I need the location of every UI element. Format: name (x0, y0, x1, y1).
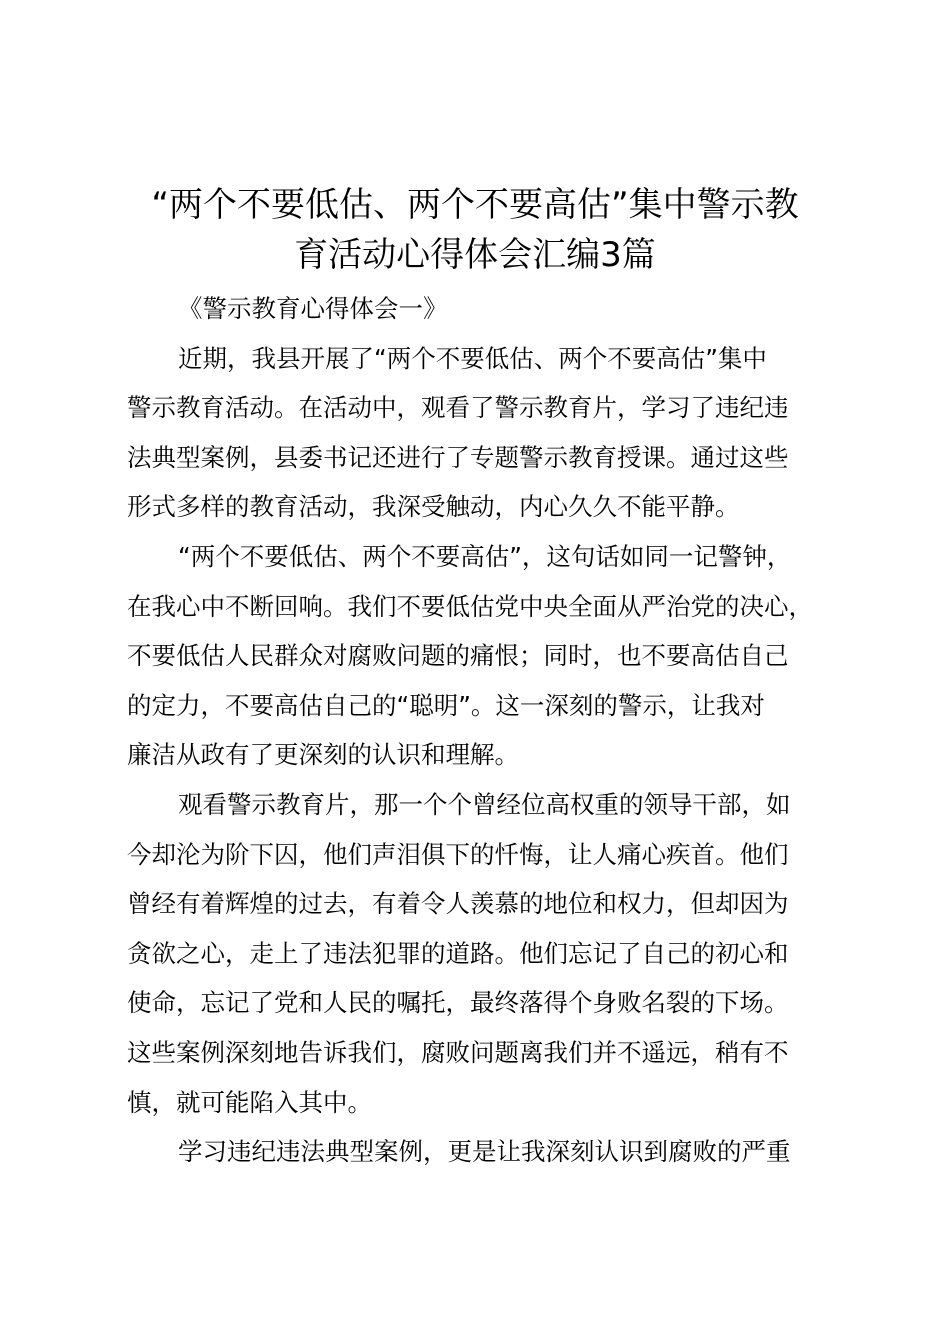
paragraph-1-line-4: 形式多样的教育活动，我深受触动，内心久久不能平静。 (127, 492, 740, 522)
paragraph-4-line-1: 学习违纪违法典型案例，更是让我深刻认识到腐败的严重 (178, 1137, 791, 1167)
paragraph-3-line-3: 曾经有着辉煌的过去，有着令人羡慕的地位和权力，但却因为 (127, 889, 789, 919)
paragraph-2-line-4: 的定力，不要高估自己的“聪明”。这一深刻的警示，让我对 (127, 690, 765, 720)
paragraph-2-line-3: 不要低估人民群众对腐败问题的痛恨；同时，也不要高估自己 (127, 641, 789, 671)
paragraph-3-line-1: 观看警示教育片，那一个个曾经位高权重的领导干部，如 (178, 789, 791, 819)
paragraph-2-line-2: 在我心中不断回响。我们不要低估党中央全面从严治党的决心， (127, 591, 813, 621)
title-line-2: 育活动心得体会汇编3篇 (294, 235, 656, 275)
section-subheading: 《警示教育心得体会一》 (178, 294, 448, 323)
paragraph-3-line-4: 贪欲之心，走上了违法犯罪的道路。他们忘记了自己的初心和 (127, 938, 789, 968)
paragraph-1-line-1: 近期，我县开展了“两个不要低估、两个不要高估”集中 (178, 343, 767, 373)
paragraph-3-line-7: 慎，就可能陷入其中。 (127, 1087, 372, 1117)
paragraph-3-line-2: 今却沦为阶下囚，他们声泪俱下的忏悔，让人痛心疾首。他们 (127, 839, 789, 869)
title-line-1: “两个不要低估、两个不要高估”集中警示教 (151, 185, 799, 225)
paragraph-2-line-1: “两个不要低估、两个不要高估”，这句话如同一记警钟， (178, 541, 792, 571)
paragraph-3-line-5: 使命，忘记了党和人民的嘱托，最终落得个身败名裂的下场。 (127, 988, 789, 1018)
paragraph-1-line-2: 警示教育活动。在活动中，观看了警示教育片，学习了违纪违 (127, 393, 789, 423)
document-title (110, 180, 840, 280)
paragraph-3-line-6: 这些案例深刻地告诉我们，腐败问题离我们并不遥远，稍有不 (127, 1037, 789, 1067)
document-body (127, 284, 867, 1177)
paragraph-2-line-5: 廉洁从政有了更深刻的认识和理解。 (127, 740, 519, 770)
paragraph-1-line-3: 法典型案例，县委书记还进行了专题警示教育授课。通过这些 (127, 442, 789, 472)
